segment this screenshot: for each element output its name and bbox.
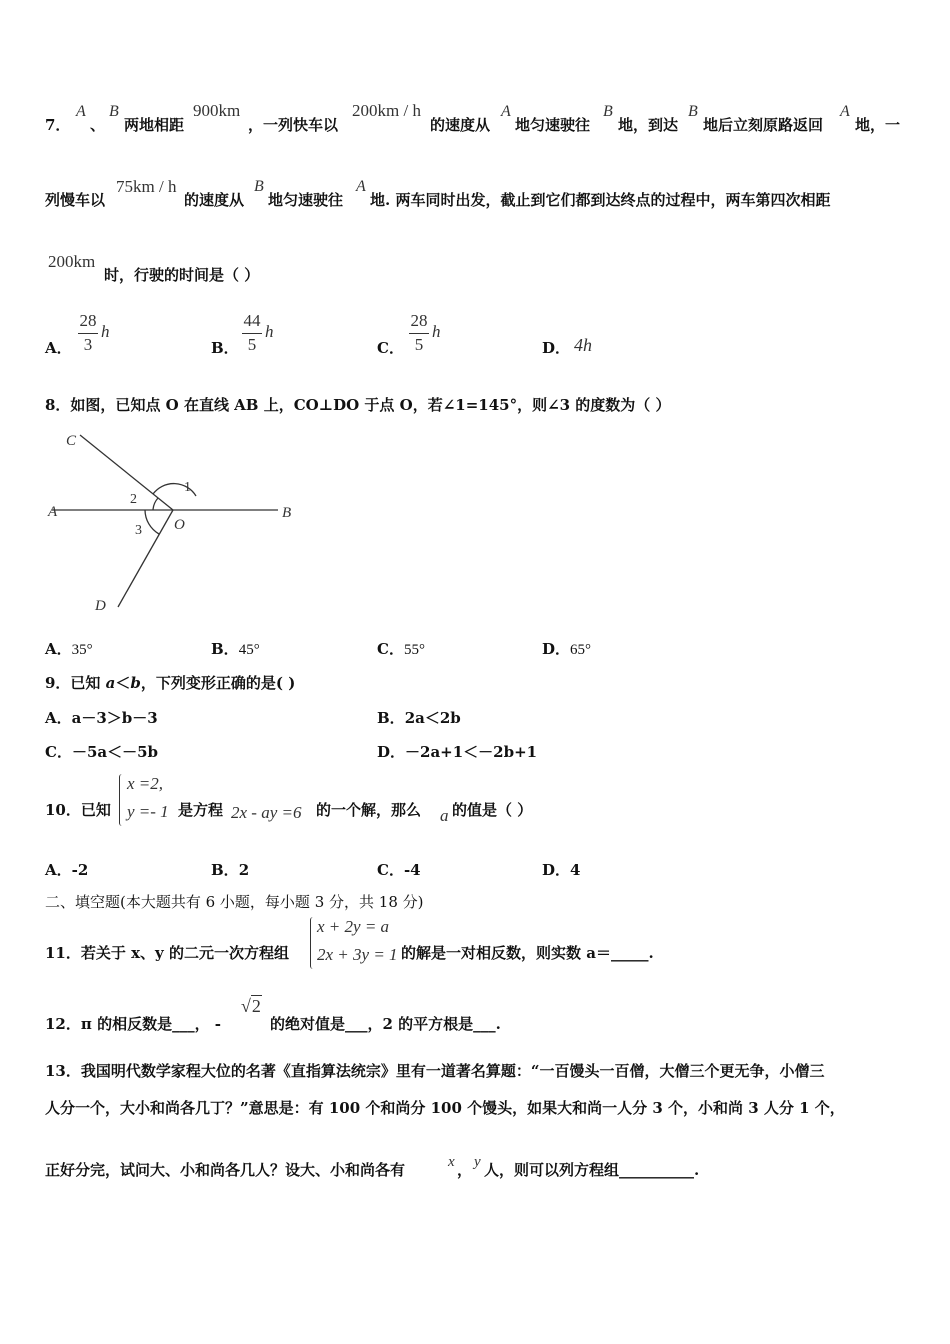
section-2-heading: 二、填空题(本大题共有 6 小题，每小题 3 分，共 18 分) xyxy=(45,893,424,911)
q7-point-b3: B xyxy=(688,103,698,120)
q7-text-10: 地匀速驶往 xyxy=(268,191,344,209)
q11-eq-1: x + 2y = a xyxy=(317,917,390,936)
q10-text-2: 的一个解，那么 xyxy=(316,801,422,819)
q13-line-1: 13．我国明代数学家程大位的名著《直指算法统宗》里有一道著名算题：“一百馒头一百僧，大僧三个更无争，小僧三 xyxy=(45,1062,825,1080)
q7-option-c-label: C． xyxy=(377,339,404,357)
q11-eq-2: 2x + 3y = 1 xyxy=(317,945,398,964)
label-d: D xyxy=(95,598,106,614)
q13-line-3b: 人，则可以列方程组__________. xyxy=(484,1161,700,1179)
q9-text: 9．已知 a＜b，下列变形正确的是( ) xyxy=(45,674,296,692)
q8-option-c: C．55° xyxy=(377,640,425,658)
q11-text-1: 11．若关于 x、y 的二元一次方程组 xyxy=(45,944,289,962)
q8-text: 8．如图，已知点 O 在直线 AB 上，CO⊥DO 于点 O，若∠1=145°，则∠3 的度数为（ ） xyxy=(45,396,671,414)
q7-option-d-label: D． xyxy=(542,339,571,357)
q8-option-d: D．65° xyxy=(542,640,592,658)
q9-option-a: A．a－3＞b－3 xyxy=(45,709,158,727)
q10-eq-1: x =2, xyxy=(127,774,164,793)
label-c: C xyxy=(66,433,77,449)
q9-option-b: B．2a＜2b xyxy=(377,709,461,727)
q7-sep: 、 xyxy=(90,116,106,134)
q8-option-a: A．35° xyxy=(45,640,93,658)
angle-2-arc xyxy=(153,498,158,510)
q10-number: 10．已知 xyxy=(45,801,111,819)
q7-text-8: 列慢车以 xyxy=(45,191,106,209)
q7-text-2: ，一列快车以 xyxy=(248,116,339,134)
q7-point-a3: A xyxy=(840,103,850,120)
q12-text-1: 12．π 的相反数是___， - xyxy=(45,1015,222,1033)
q7-text-12: 时，行驶的时间是（ ） xyxy=(104,266,260,284)
label-o: O xyxy=(174,517,185,533)
q9-option-d: D．－2a+1＜－2b+1 xyxy=(377,743,538,761)
q7-text-5: 地，到达 xyxy=(618,116,679,134)
q9-option-c: C．－5a＜－5b xyxy=(45,743,159,761)
q7-text-11: 地. 两车同时出发，截止到它们都到达终点的过程中，两车第四次相距 xyxy=(370,191,831,209)
label-angle-3: 3 xyxy=(135,523,142,538)
q7-text-1: 两地相距 xyxy=(124,116,185,134)
q7-speed-slow: 75km / h xyxy=(116,177,177,196)
label-a: A xyxy=(48,504,58,520)
q10-eq-2: y =- 1 xyxy=(127,802,169,821)
q7-distance: 900km xyxy=(193,101,241,120)
q7-text-4: 地匀速驶往 xyxy=(515,116,591,134)
q10-var-a: a xyxy=(440,806,449,825)
q10-option-a: A．-2 xyxy=(45,861,89,879)
q7-point-a4: A xyxy=(356,178,366,195)
q7-option-d-value: 4h xyxy=(574,335,592,355)
q12-sqrt: √2 xyxy=(241,996,261,1016)
q7-option-a-label: A． xyxy=(45,339,72,357)
q10-option-d: D．4 xyxy=(542,861,581,879)
q7-point-a: A xyxy=(76,103,86,120)
q7-distance-2: 200km xyxy=(48,252,96,271)
label-angle-1: 1 xyxy=(184,480,191,495)
q8-figure xyxy=(40,425,310,620)
q12-text-2: 的绝对值是___，2 的平方根是___. xyxy=(270,1015,501,1033)
label-angle-2: 2 xyxy=(130,492,137,507)
line-oc xyxy=(80,435,173,510)
q10-option-c: C．-4 xyxy=(377,861,421,879)
label-b: B xyxy=(282,505,292,521)
q7-point-b4: B xyxy=(254,178,264,195)
q7-speed-fast: 200km / h xyxy=(352,101,421,120)
q13-var-y: y xyxy=(474,1154,481,1170)
q10-text-1: 是方程 xyxy=(178,801,224,819)
q13-var-x: x xyxy=(448,1154,455,1170)
q10-brace xyxy=(119,774,125,826)
q7-number: 7． xyxy=(45,116,71,134)
q11-brace xyxy=(310,917,316,969)
q7-text-3: 的速度从 xyxy=(430,116,491,134)
line-od xyxy=(118,510,173,607)
q10-equation: 2x - ay =6 xyxy=(231,803,302,822)
q13-line-2: 人分一个，大小和尚各几丁？”意思是：有 100 个和尚分 100 个馒头，如果大和尚一人分 3 个，小和尚 3 人分 1 个， xyxy=(45,1099,845,1117)
q7-text-6: 地后立刻原路返回 xyxy=(703,116,824,134)
q10-option-b: B．2 xyxy=(211,861,250,879)
q7-point-a2: A xyxy=(501,103,511,120)
q10-text-3: 的值是（ ） xyxy=(452,801,533,819)
q8-option-b: B．45° xyxy=(211,640,260,658)
angle-3-arc xyxy=(145,510,159,534)
q7-text-7: 地，一 xyxy=(855,116,901,134)
q13-comma: ， xyxy=(457,1161,473,1179)
q7-point-b2: B xyxy=(603,103,613,120)
q11-text-2: 的解是一对相反数，则实数 a＝_____. xyxy=(401,944,654,962)
q7-text-9: 的速度从 xyxy=(184,191,245,209)
q7-option-b-label: B． xyxy=(211,339,239,357)
q7-point-b: B xyxy=(109,103,119,120)
q13-line-3a: 正好分完，试问大、小和尚各几人？设大、小和尚各有 xyxy=(45,1161,406,1179)
